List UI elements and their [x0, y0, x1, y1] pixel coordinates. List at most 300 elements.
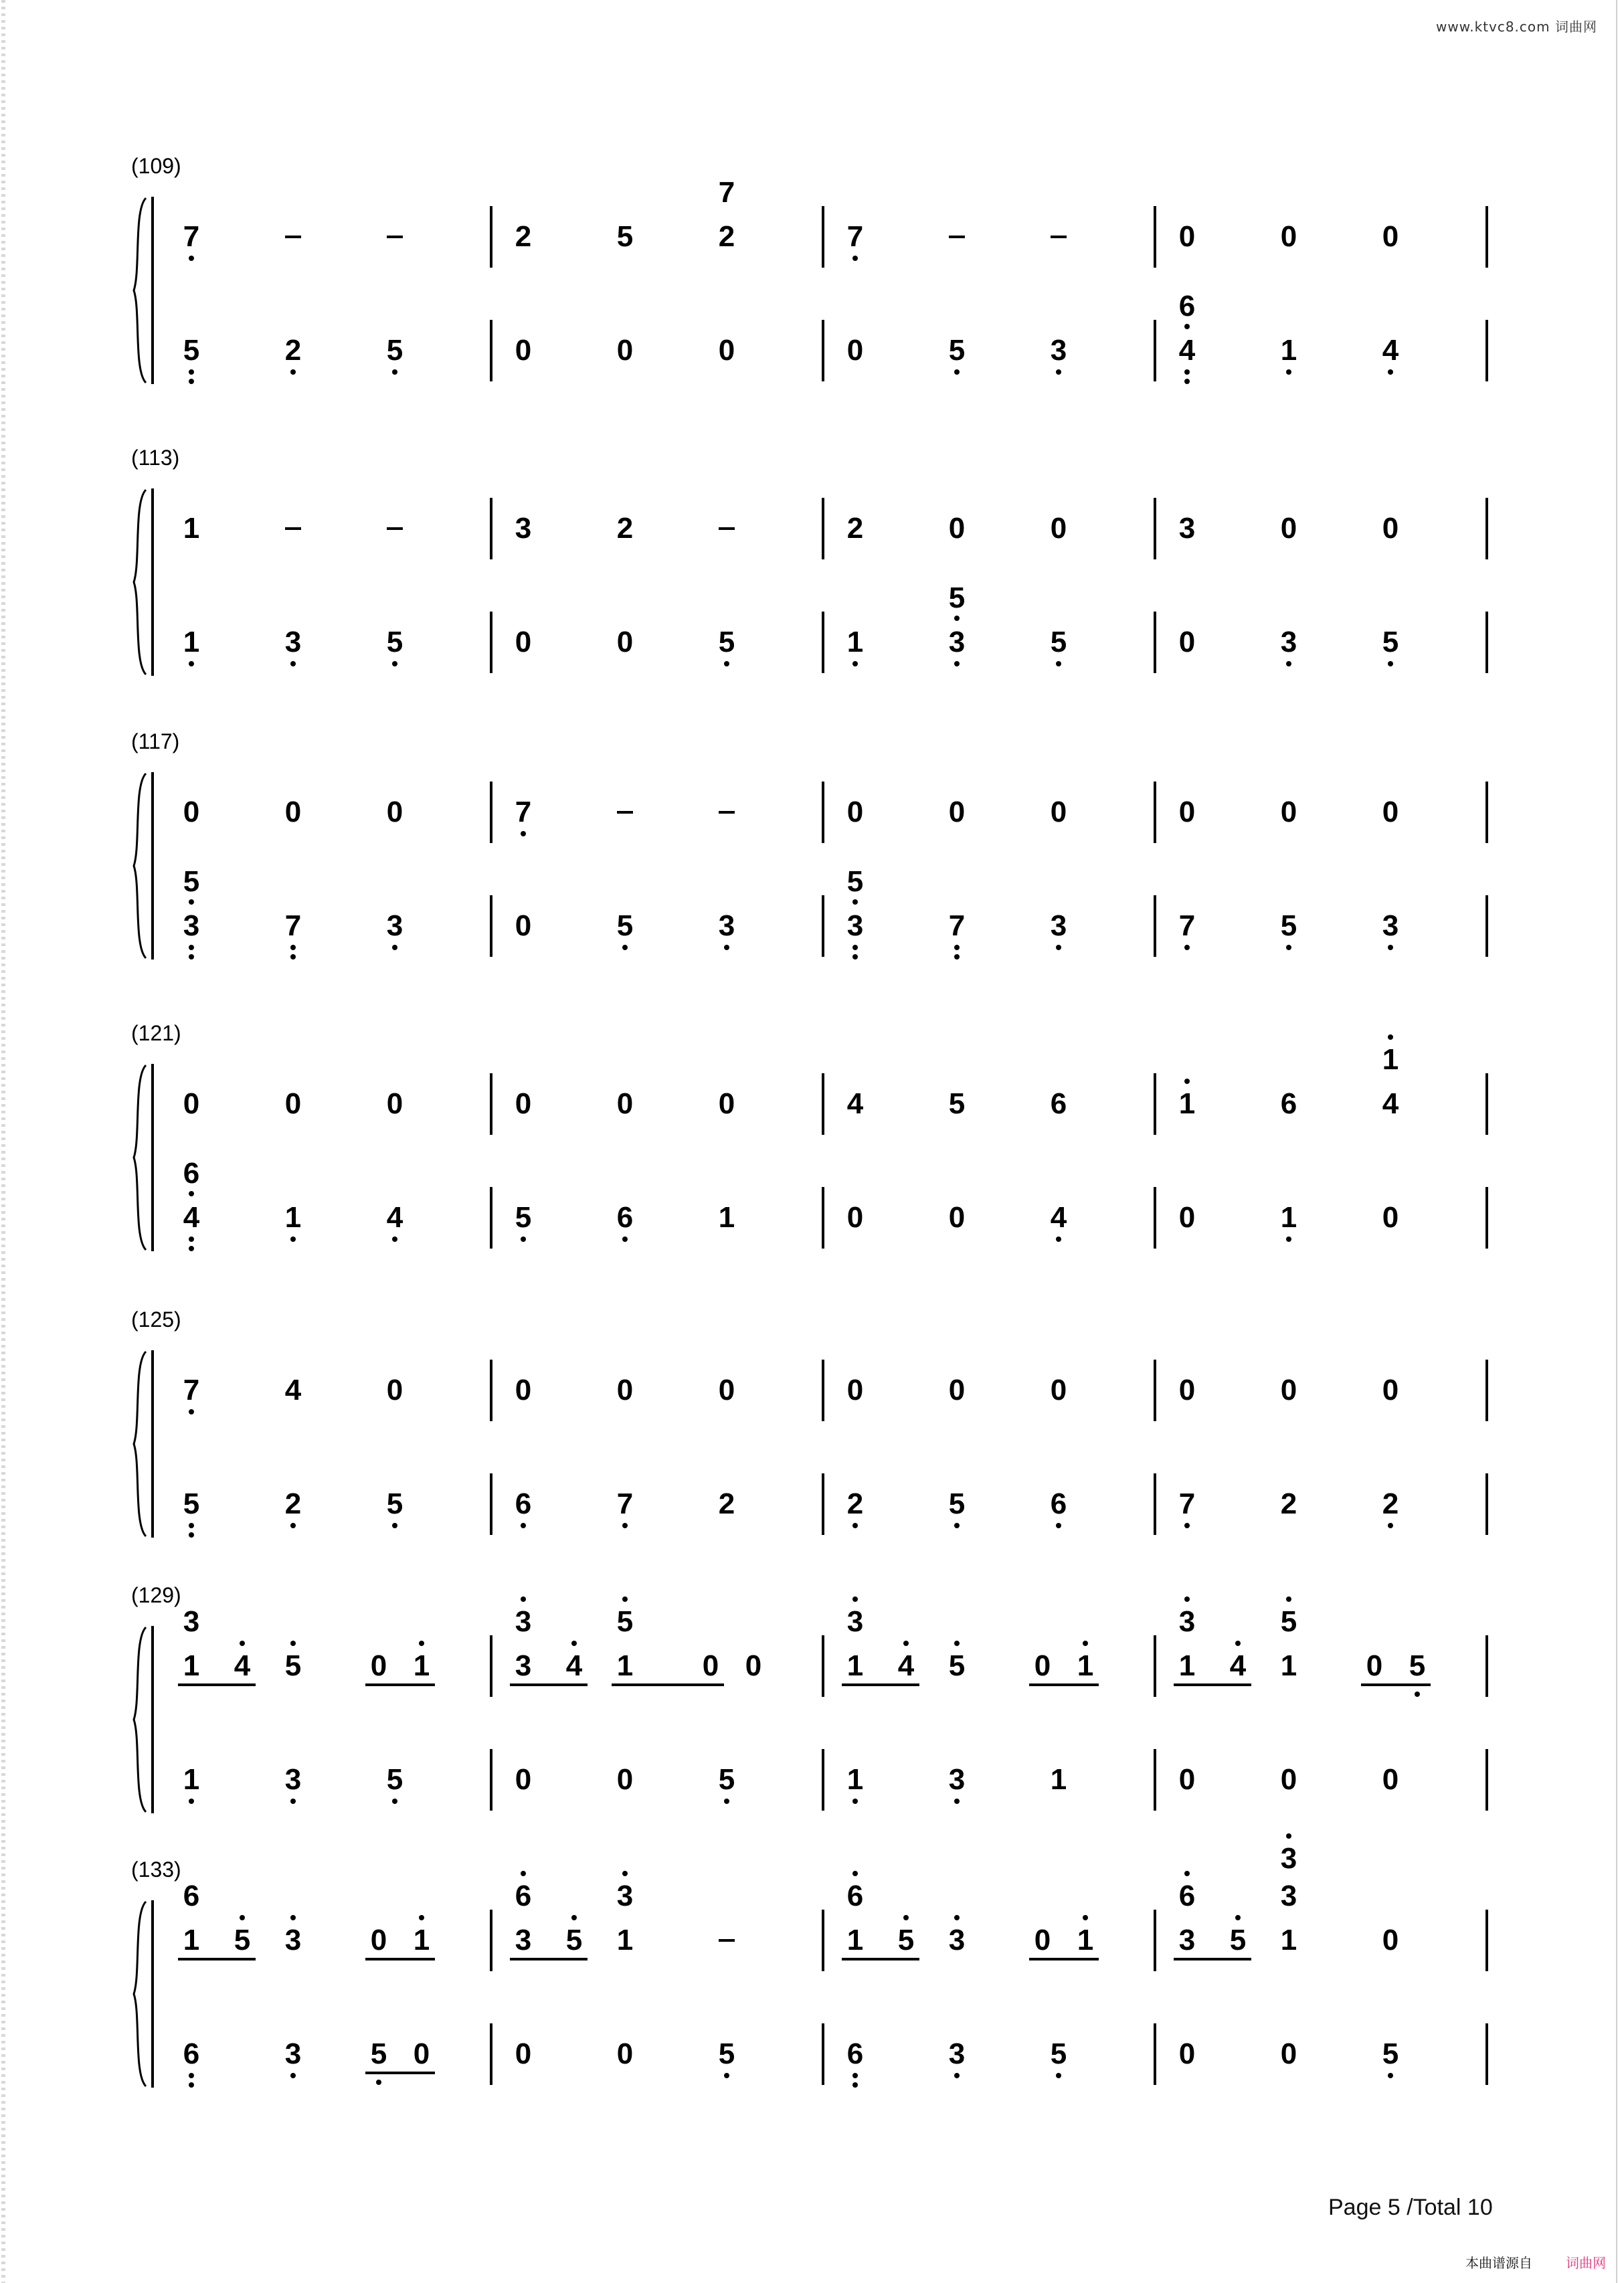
note-digit: 3 [948, 626, 966, 658]
octave-dot [189, 369, 194, 375]
note-digit: 5 [183, 334, 200, 367]
octave-dot [571, 1641, 577, 1646]
note-digit: 1 [183, 626, 200, 658]
system-start-line [151, 1900, 154, 2088]
octave-dot [852, 2082, 858, 2088]
octave-dot [622, 1871, 628, 1876]
note-digit: 7 [1178, 909, 1196, 942]
note-digit: 3 [846, 909, 864, 942]
chord-note-digit: 3 [515, 1605, 532, 1638]
note-digit: 3 [515, 1924, 532, 1956]
footer-site-logo: 词曲网 [1566, 2255, 1606, 2271]
note-digit: 5 [897, 1924, 915, 1956]
note-digit: 3 [1280, 626, 1297, 658]
note-digit: 0 [616, 626, 634, 658]
note-digit: 1 [183, 1649, 200, 1682]
note-digit: 5 [718, 1763, 735, 1796]
octave-dot [954, 1915, 960, 1920]
note-digit: 1 [1178, 1649, 1196, 1682]
eighth-beam [510, 1958, 588, 1960]
octave-dot [1388, 661, 1393, 666]
sustain-dash [719, 1939, 735, 1942]
octave-dot [852, 256, 858, 261]
sustain-dash [387, 527, 403, 530]
note-digit: 0 [1050, 796, 1067, 828]
octave-dot [1415, 1692, 1420, 1697]
octave-dot [852, 1799, 858, 1804]
octave-dot [189, 1799, 194, 1804]
staff-brace [131, 1626, 151, 1813]
octave-dot [852, 1523, 858, 1528]
note-digit: 1 [1280, 1201, 1297, 1234]
note-digit: 2 [1280, 1487, 1297, 1520]
barline [490, 1635, 492, 1697]
note-digit: 4 [1229, 1649, 1247, 1682]
barline [490, 782, 492, 843]
octave-dot [290, 1915, 296, 1920]
chord-note-digit: 6 [183, 1880, 200, 1912]
eighth-beam [365, 2072, 435, 2074]
barline [490, 895, 492, 957]
octave-dot [392, 945, 397, 950]
note-digit: 5 [1050, 626, 1067, 658]
chord-note-digit: 3 [1280, 1880, 1297, 1912]
octave-dot [189, 1237, 194, 1242]
note-digit: 2 [616, 512, 634, 545]
note-digit: 0 [1178, 1201, 1196, 1234]
measure-number-label: (133) [131, 1857, 181, 1882]
octave-dot [1056, 369, 1061, 375]
octave-dot [954, 1799, 960, 1804]
note-digit: 3 [1050, 909, 1067, 942]
score-system [0, 1021, 1624, 1278]
eighth-beam [1361, 1683, 1431, 1686]
note-digit: 5 [616, 909, 634, 942]
note-digit: 0 [846, 1374, 864, 1406]
note-digit: 0 [1178, 1374, 1196, 1406]
note-digit: 0 [1280, 1763, 1297, 1796]
octave-dot [1184, 1871, 1190, 1876]
octave-dot [189, 1409, 194, 1414]
octave-dot [622, 1237, 628, 1242]
sustain-dash [387, 236, 403, 238]
octave-dot [724, 661, 729, 666]
staff-brace [131, 197, 151, 384]
barline [822, 895, 824, 957]
octave-dot [1056, 945, 1061, 950]
barline [822, 1073, 824, 1135]
note-digit: 0 [1178, 2037, 1196, 2070]
octave-dot [521, 1523, 526, 1528]
note-digit: 0 [745, 1649, 762, 1682]
barline [822, 1635, 824, 1697]
octave-dot [1286, 1833, 1291, 1839]
note-digit: 0 [183, 1087, 200, 1120]
barline [1485, 498, 1488, 559]
score-system [0, 729, 1624, 986]
note-digit: 0 [515, 1374, 532, 1406]
staff-brace [131, 1350, 151, 1538]
octave-dot [571, 1915, 577, 1920]
note-digit: 0 [1382, 512, 1399, 545]
octave-dot [1083, 1915, 1088, 1920]
note-digit: 0 [284, 1087, 302, 1120]
note-digit: 5 [386, 1763, 403, 1796]
chord-note-digit: 7 [718, 176, 735, 209]
barline [1154, 895, 1156, 957]
octave-dot [954, 954, 960, 960]
octave-dot [189, 661, 194, 666]
octave-dot [1286, 661, 1291, 666]
eighth-beam [1029, 1683, 1099, 1686]
barline [1485, 1635, 1488, 1697]
note-digit: 5 [1229, 1924, 1247, 1956]
note-digit: 4 [1050, 1201, 1067, 1234]
score-system [0, 1842, 1624, 2114]
chord-note-digit: 6 [1178, 1880, 1196, 1912]
note-digit: 7 [284, 909, 302, 942]
octave-dot [189, 1191, 194, 1196]
barline [490, 498, 492, 559]
octave-dot [1235, 1915, 1241, 1920]
note-digit: 0 [846, 796, 864, 828]
note-digit: 3 [183, 909, 200, 942]
barline [1485, 1360, 1488, 1421]
note-digit: 4 [1382, 1087, 1399, 1120]
staff-brace [131, 1064, 151, 1251]
note-digit: 1 [284, 1201, 302, 1234]
octave-dot [852, 954, 858, 960]
barline [1485, 2023, 1488, 2085]
note-digit: 0 [702, 1649, 719, 1682]
note-digit: 1 [846, 1763, 864, 1796]
note-digit: 2 [284, 334, 302, 367]
note-digit: 3 [1050, 334, 1067, 367]
barline [822, 782, 824, 843]
octave-dot [521, 831, 526, 836]
note-digit: 4 [234, 1649, 251, 1682]
note-digit: 0 [1280, 512, 1297, 545]
note-digit: 5 [284, 1649, 302, 1682]
score-system [0, 154, 1624, 411]
sustain-dash [949, 236, 965, 238]
octave-dot [1388, 2073, 1393, 2078]
note-digit: 6 [1280, 1087, 1297, 1120]
barline [1154, 1473, 1156, 1535]
note-digit: 0 [515, 626, 532, 658]
note-digit: 1 [616, 1924, 634, 1956]
note-digit: 5 [234, 1924, 251, 1956]
system-start-line [151, 197, 154, 384]
octave-dot [392, 1799, 397, 1804]
note-digit: 0 [616, 1087, 634, 1120]
barline [1485, 1910, 1488, 1971]
staff-brace [131, 772, 151, 960]
octave-dot [852, 899, 858, 905]
note-digit: 5 [1382, 2037, 1399, 2070]
octave-dot [954, 2073, 960, 2078]
note-digit: 1 [413, 1649, 430, 1682]
measure-number-label: (121) [131, 1021, 181, 1045]
note-digit: 4 [183, 1201, 200, 1234]
note-digit: 5 [386, 334, 403, 367]
note-digit: 0 [515, 1763, 532, 1796]
barline [1485, 1749, 1488, 1811]
note-digit: 5 [1280, 909, 1297, 942]
barline [822, 1749, 824, 1811]
note-digit: 1 [1050, 1763, 1067, 1796]
note-digit: 0 [1382, 220, 1399, 253]
note-digit: 1 [1280, 334, 1297, 367]
barline [490, 1360, 492, 1421]
note-digit: 0 [846, 334, 864, 367]
barline [1154, 1360, 1156, 1421]
barline [490, 1473, 492, 1535]
chord-note-digit: 3 [183, 1605, 200, 1638]
octave-dot [1388, 369, 1393, 375]
note-digit: 5 [1409, 1649, 1426, 1682]
note-digit: 5 [565, 1924, 583, 1956]
octave-dot [189, 1246, 194, 1251]
octave-dot [1388, 1523, 1393, 1528]
octave-dot [1235, 1641, 1241, 1646]
octave-dot [1286, 1596, 1291, 1602]
note-digit: 0 [1382, 796, 1399, 828]
octave-dot [1083, 1641, 1088, 1646]
staff-brace [131, 488, 151, 676]
octave-dot [1056, 1523, 1061, 1528]
octave-dot [240, 1641, 245, 1646]
note-digit: 0 [948, 1201, 966, 1234]
note-digit: 3 [1178, 512, 1196, 545]
octave-dot [852, 1871, 858, 1876]
sustain-dash [1051, 236, 1067, 238]
eighth-beam [842, 1683, 919, 1686]
measure-number-label: (113) [131, 446, 180, 470]
chord-note-digit: 5 [846, 865, 864, 898]
octave-dot [189, 2082, 194, 2088]
note-digit: 0 [370, 1924, 387, 1956]
octave-dot [954, 1641, 960, 1646]
note-digit: 0 [1280, 1374, 1297, 1406]
eighth-beam [365, 1958, 435, 1960]
note-digit: 5 [370, 2037, 387, 2070]
note-digit: 0 [846, 1201, 864, 1234]
barline [490, 1187, 492, 1249]
system-start-line [151, 488, 154, 676]
note-digit: 5 [515, 1201, 532, 1234]
note-digit: 1 [413, 1924, 430, 1956]
barline [1154, 612, 1156, 673]
barline [1154, 498, 1156, 559]
barline [1485, 320, 1488, 381]
note-digit: 3 [948, 1924, 966, 1956]
note-digit: 1 [183, 1763, 200, 1796]
note-digit: 7 [183, 1374, 200, 1406]
barline [1154, 1910, 1156, 1971]
octave-dot [1184, 379, 1190, 384]
note-digit: 1 [846, 1924, 864, 1956]
note-digit: 1 [1280, 1924, 1297, 1956]
note-digit: 0 [718, 334, 735, 367]
note-digit: 7 [515, 796, 532, 828]
chord-note-digit: 6 [183, 1157, 200, 1190]
chord-note-digit: 3 [1178, 1605, 1196, 1638]
score-system [0, 1583, 1624, 1840]
note-digit: 0 [616, 2037, 634, 2070]
note-digit: 3 [284, 1924, 302, 1956]
octave-dot [189, 1523, 194, 1528]
barline [822, 1473, 824, 1535]
note-digit: 0 [616, 334, 634, 367]
octave-dot [954, 1523, 960, 1528]
barline [1485, 612, 1488, 673]
note-digit: 0 [1280, 220, 1297, 253]
chord-note-digit: 3 [616, 1880, 634, 1912]
note-digit: 3 [1178, 1924, 1196, 1956]
note-digit: 5 [948, 1649, 966, 1682]
note-digit: 5 [386, 1487, 403, 1520]
barline [822, 1360, 824, 1421]
note-digit: 2 [515, 220, 532, 253]
note-digit: 0 [718, 1087, 735, 1120]
octave-dot [189, 1532, 194, 1538]
octave-dot [1388, 945, 1393, 950]
octave-dot [1388, 1034, 1393, 1040]
note-digit: 0 [1050, 512, 1067, 545]
octave-dot [290, 1523, 296, 1528]
note-digit: 6 [846, 2037, 864, 2070]
note-digit: 2 [846, 1487, 864, 1520]
chord-note-digit: 3 [1280, 1842, 1297, 1875]
octave-dot [419, 1641, 424, 1646]
note-digit: 0 [1382, 1374, 1399, 1406]
octave-dot [290, 661, 296, 666]
eighth-beam [178, 1958, 256, 1960]
octave-dot [189, 954, 194, 960]
note-digit: 0 [616, 1763, 634, 1796]
note-digit: 0 [515, 1087, 532, 1120]
system-start-line [151, 772, 154, 960]
note-digit: 0 [1178, 1763, 1196, 1796]
octave-dot [392, 1523, 397, 1528]
note-digit: 4 [565, 1649, 583, 1682]
octave-dot [521, 1237, 526, 1242]
octave-dot [189, 2073, 194, 2078]
note-digit: 5 [948, 334, 966, 367]
note-digit: 0 [284, 796, 302, 828]
note-digit: 1 [846, 626, 864, 658]
octave-dot [290, 369, 296, 375]
note-digit: 3 [386, 909, 403, 942]
measure-number-label: (117) [131, 729, 180, 753]
note-digit: 0 [386, 1087, 403, 1120]
octave-dot [376, 2080, 381, 2085]
note-digit: 6 [616, 1201, 634, 1234]
barline [1154, 1187, 1156, 1249]
sustain-dash [719, 527, 735, 530]
note-digit: 1 [183, 512, 200, 545]
note-digit: 1 [1178, 1087, 1196, 1120]
note-digit: 1 [616, 1649, 634, 1682]
barline [1154, 1635, 1156, 1697]
note-digit: 5 [386, 626, 403, 658]
octave-dot [392, 369, 397, 375]
barline [490, 1749, 492, 1811]
octave-dot [290, 1641, 296, 1646]
note-digit: 7 [948, 909, 966, 942]
octave-dot [852, 1596, 858, 1602]
barline [1154, 1749, 1156, 1811]
octave-dot [189, 379, 194, 384]
note-digit: 1 [846, 1649, 864, 1682]
note-digit: 0 [1382, 1201, 1399, 1234]
note-digit: 0 [1280, 2037, 1297, 2070]
octave-dot [392, 661, 397, 666]
barline [1154, 1073, 1156, 1135]
barline [822, 1910, 824, 1971]
barline [490, 206, 492, 268]
note-digit: 3 [284, 1763, 302, 1796]
note-digit: 4 [1382, 334, 1399, 367]
octave-dot [622, 1596, 628, 1602]
octave-dot [1184, 369, 1190, 375]
note-digit: 0 [616, 1374, 634, 1406]
octave-dot [1184, 945, 1190, 950]
note-digit: 0 [948, 796, 966, 828]
sustain-dash [719, 811, 735, 814]
octave-dot [1056, 661, 1061, 666]
chord-note-digit: 1 [1382, 1043, 1399, 1076]
note-digit: 0 [370, 1649, 387, 1682]
octave-dot [852, 661, 858, 666]
barline [1485, 1073, 1488, 1135]
barline [1154, 782, 1156, 843]
sustain-dash [285, 527, 301, 530]
octave-dot [189, 899, 194, 905]
barline [822, 320, 824, 381]
octave-dot [724, 945, 729, 950]
note-digit: 1 [1280, 1649, 1297, 1682]
note-digit: 2 [718, 220, 735, 253]
barline [822, 1187, 824, 1249]
note-digit: 0 [718, 1374, 735, 1406]
octave-dot [1286, 369, 1291, 375]
note-digit: 5 [718, 626, 735, 658]
note-digit: 0 [1034, 1649, 1051, 1682]
octave-dot [1056, 1237, 1061, 1242]
eighth-beam [178, 1683, 256, 1686]
note-digit: 5 [718, 2037, 735, 2070]
note-digit: 4 [846, 1087, 864, 1120]
note-digit: 0 [183, 796, 200, 828]
eighth-beam [1174, 1958, 1251, 1960]
barline [822, 498, 824, 559]
note-digit: 6 [515, 1487, 532, 1520]
note-digit: 5 [948, 1087, 966, 1120]
measure-number-label: (109) [131, 154, 181, 178]
note-digit: 4 [284, 1374, 302, 1406]
note-digit: 3 [948, 1763, 966, 1796]
barline [490, 1073, 492, 1135]
note-digit: 5 [183, 1487, 200, 1520]
barline [490, 2023, 492, 2085]
note-digit: 2 [1382, 1487, 1399, 1520]
octave-dot [954, 369, 960, 375]
note-digit: 7 [616, 1487, 634, 1520]
note-digit: 7 [1178, 1487, 1196, 1520]
score-system [0, 1307, 1624, 1564]
